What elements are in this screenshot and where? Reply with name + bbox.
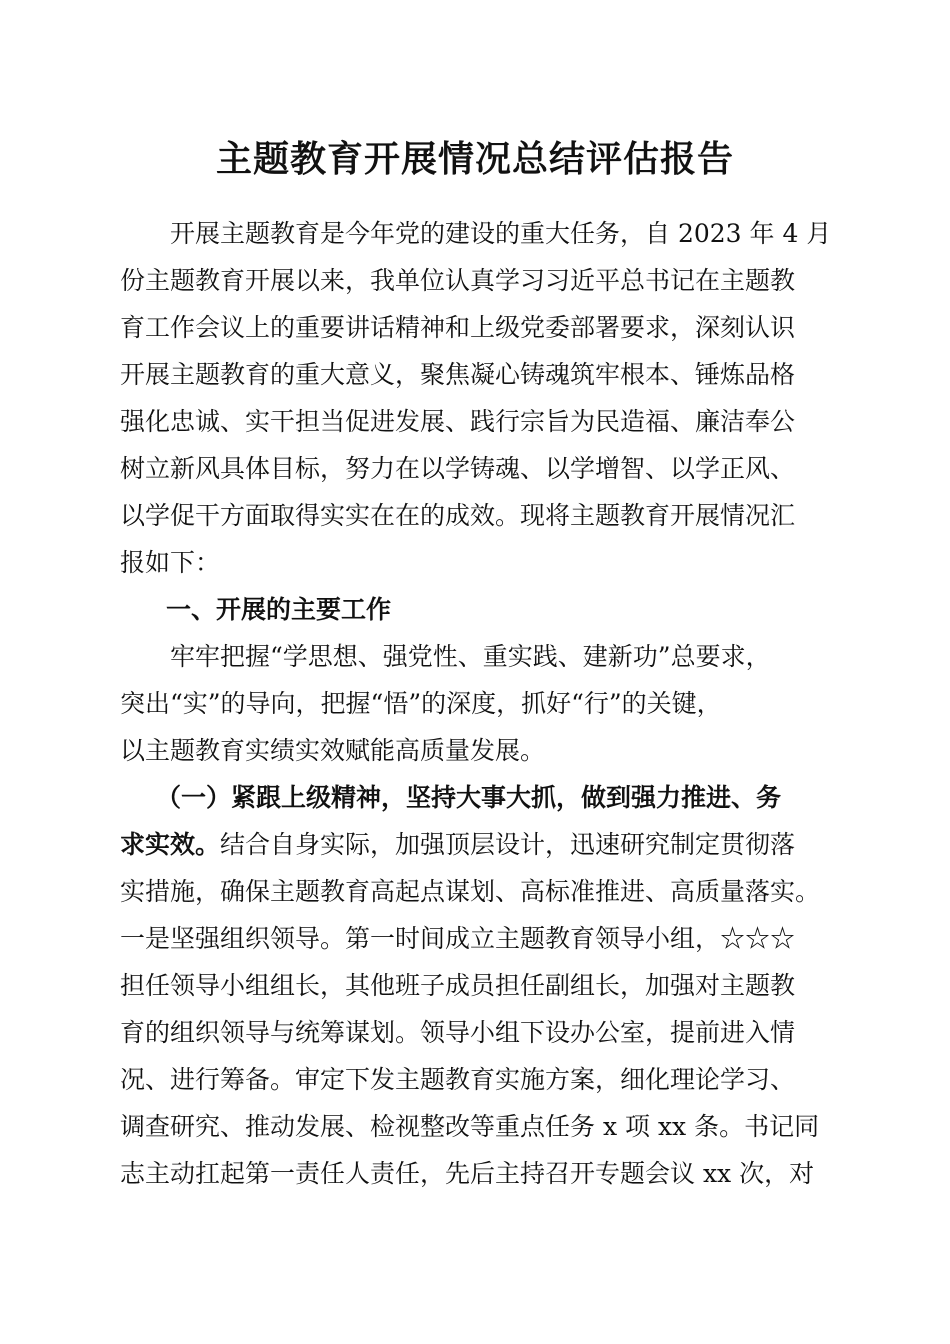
paragraph-line [120, 821, 830, 868]
paragraph-line: 强化忠诚、实干担当促进发展、践行宗旨为民造福、廉洁奉公 [120, 407, 796, 436]
paragraph-line: 树立新风具体目标，努力在以学铸魂、以学增智、以学正风、 [120, 454, 796, 483]
paragraph-line: 况、进行筹备。审定下发主题教育实施方案，细化理论学习、 [120, 1065, 796, 1094]
paragraph-line: 调查研究、推动发展、检视整改等重点任务 x 项 xx 条。书记同 [120, 1112, 820, 1141]
paragraph-line: 育工作会议上的重要讲话精神和上级党委部署要求，深刻认识 [120, 313, 796, 342]
paragraph-line: 一是坚强组织领导。第一时间成立主题教育领导小组，☆☆☆ [120, 924, 796, 953]
paragraph-line: 开展主题教育的重大意义，聚焦凝心铸魂筑牢根本、锤炼品格 [120, 360, 796, 389]
paragraph-line: 担任领导小组组长，其他班子成员担任副组长，加强对主题教 [120, 971, 796, 1000]
paragraph-line: 报如下： [120, 548, 221, 577]
paragraph-line: 育的组织领导与统筹谋划。领导小组下设办公室，提前进入情 [120, 1018, 796, 1047]
paragraph-line: 牢牢把握“学思想、强党性、重实践、建新功”总要求， [170, 642, 771, 671]
paragraph-line: 突出“实”的导向，把握“悟”的深度，抓好“行”的关键， [120, 689, 722, 718]
paragraph-text: 结合自身实际，加强顶层设计，迅速研究制定贯彻落 [220, 830, 796, 859]
paragraph-line: 份主题教育开展以来，我单位认真学习习近平总书记在主题教 [120, 266, 796, 295]
paragraph-line: 志主动扛起第一责任人责任，先后主持召开专题会议 xx 次，对 [120, 1159, 815, 1188]
subsection-heading-end: 求实效。 [120, 830, 221, 859]
subsection-heading: （一）紧跟上级精神，坚持大事大抓，做到强力推进、务 [156, 783, 782, 812]
paragraph-line: 开展主题教育是今年党的建设的重大任务，自 2023 年 4 月 [170, 219, 832, 248]
document-body [120, 210, 830, 1197]
paragraph-line: 以主题教育实绩实效赋能高质量发展。 [120, 736, 546, 765]
page-title: 主题教育开展情况总结评估报告 [215, 138, 734, 180]
section-heading: 一、开展的主要工作 [166, 595, 392, 624]
paragraph-line: 实措施，确保主题教育高起点谋划、高标准推进、高质量落实。 [120, 877, 821, 906]
subsection-heading-line [120, 774, 830, 821]
paragraph-line: 以学促干方面取得实实在在的成效。现将主题教育开展情况汇 [120, 501, 796, 530]
